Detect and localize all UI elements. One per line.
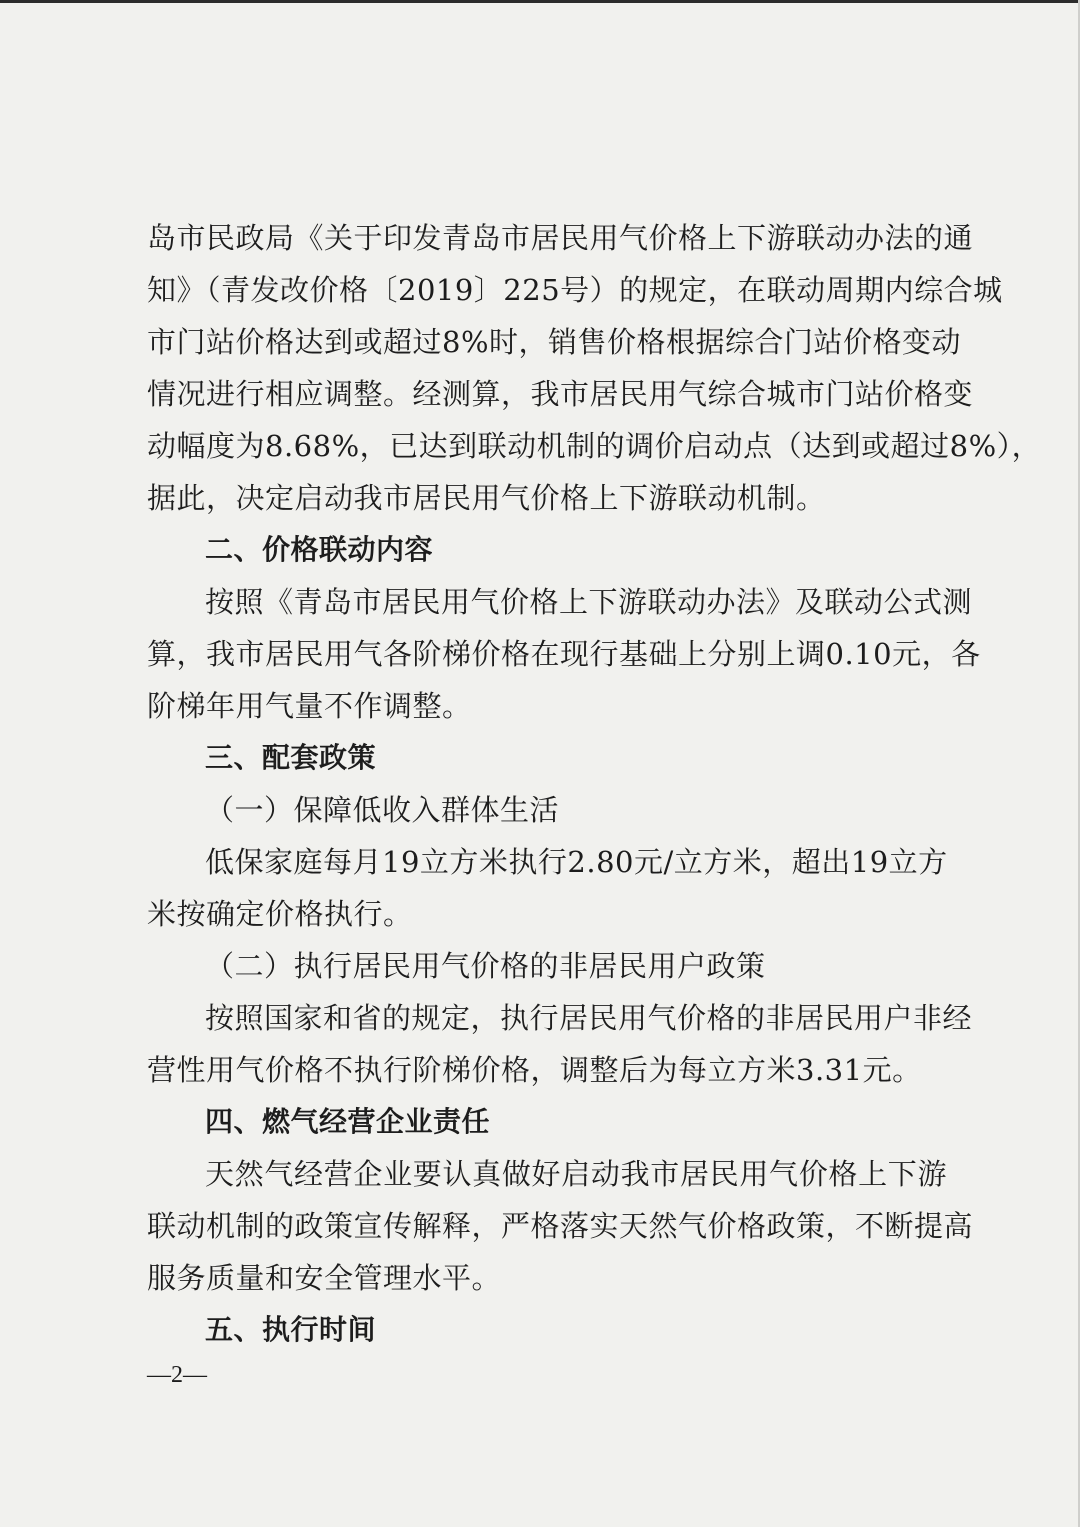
body-line: 动幅度为8.68%，已达到联动机制的调价启动点（达到或超过8%）， [147, 429, 1042, 463]
section-heading: 四、燃气经营企业责任 [205, 1105, 491, 1138]
body-line: 天然气经营企业要认真做好启动我市居民用气价格上下游 [205, 1157, 947, 1191]
sub-section-heading: （一）保障低收入群体生活 [205, 793, 560, 827]
body-line: 阶梯年用气量不作调整。 [147, 689, 472, 723]
body-line: 据此，决定启动我市居民用气价格上下游联动机制。 [147, 481, 826, 515]
body-line: 服务质量和安全管理水平。 [147, 1261, 502, 1295]
page-top-edge [0, 0, 1080, 3]
section-heading: 二、价格联动内容 [205, 533, 434, 566]
body-line: 营性用气价格不执行阶梯价格，调整后为每立方米3.31元。 [147, 1053, 922, 1087]
body-line: 低保家庭每月19立方米执行2.80元/立方米，超出19立方 [205, 845, 948, 879]
document-body [147, 212, 1042, 1356]
body-line: 联动机制的政策宣传解释，严格落实天然气价格政策，不断提高 [147, 1209, 974, 1243]
body-line: 情况进行相应调整。经测算，我市居民用气综合城市门站价格变 [147, 377, 974, 411]
body-line: 米按确定价格执行。 [147, 897, 413, 931]
body-line: 岛市民政局《关于印发青岛市居民用气价格上下游联动办法的通 [147, 221, 974, 255]
body-line: 按照国家和省的规定，执行居民用气价格的非居民用户非经 [205, 1001, 973, 1035]
body-line: 按照《青岛市居民用气价格上下游联动办法》及联动公式测 [205, 585, 973, 619]
body-line: 知》（青发改价格〔2019〕225号）的规定，在联动周期内综合城 [147, 273, 1003, 307]
sub-section-heading: （二）执行居民用气价格的非居民用户政策 [205, 949, 766, 983]
section-heading: 三、配套政策 [205, 741, 377, 774]
page-number: —2— [147, 1362, 207, 1388]
section-heading: 五、执行时间 [205, 1313, 377, 1346]
body-line: 算，我市居民用气各阶梯价格在现行基础上分别上调0.10元，各 [147, 637, 981, 671]
body-line: 市门站价格达到或超过8%时，销售价格根据综合门站价格变动 [147, 325, 962, 359]
